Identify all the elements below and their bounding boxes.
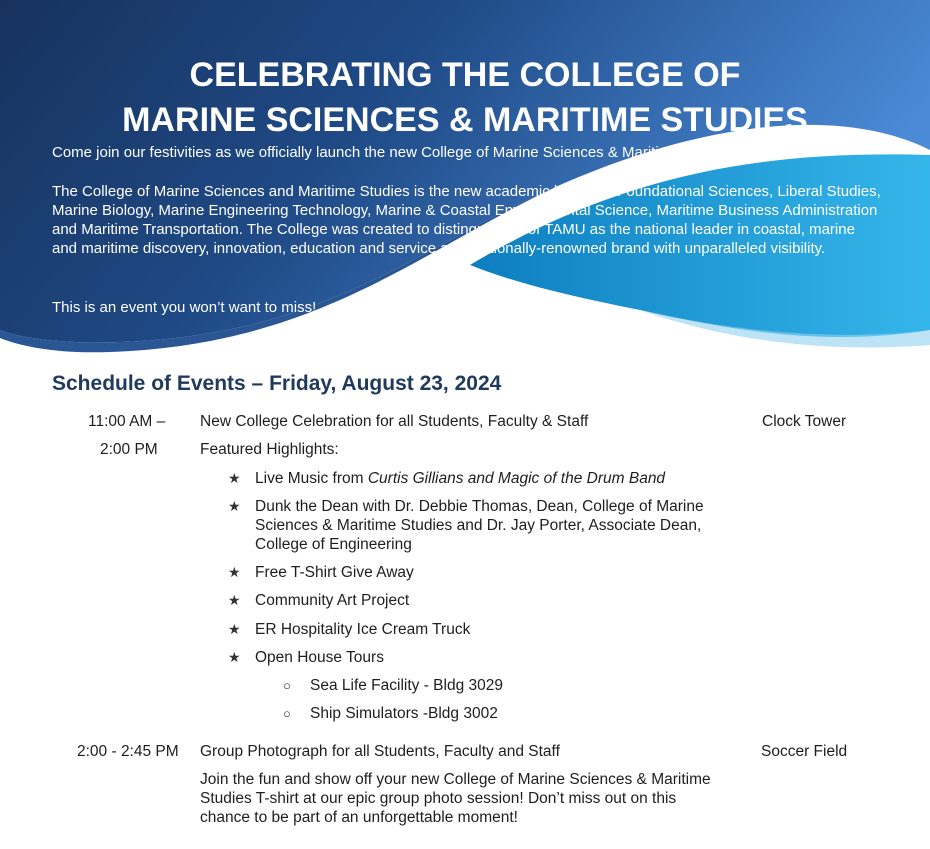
star-bullet-icon: ★ [228, 498, 241, 514]
highlight-text: Dunk the Dean with Dr. Debbie Thomas, Dean, College of Marine Sciences & Maritime Studies and Dr. Jay Porter, Associate Dean, College of Engineering [255, 498, 704, 553]
event1-title: New College Celebration for all Students, Faculty & Staff [200, 413, 589, 430]
highlight-text: Free T-Shirt Give Away [255, 564, 414, 581]
event1-time-end: 2:00 PM [100, 441, 158, 458]
star-bullet-icon: ★ [228, 470, 241, 486]
title-line-1: CELEBRATING THE COLLEGE OF [189, 56, 741, 94]
event1-time-start: 11:00 AM – [88, 413, 166, 430]
intro-closing: This is an event you won’t want to miss! [52, 299, 317, 316]
event1-highlights-label: Featured Highlights: [200, 441, 339, 458]
star-bullet-icon: ★ [228, 621, 241, 637]
intro-description: The College of Marine Sciences and Maritime Studies is the new academic home for Foundational Sciences, Liberal Studies, Marine Biology, Marine Engineering Technology, Marine & Coastal Environmental Science, Maritime Business Administration and Maritime Transportation. The College was created to distinguish all of TAMU as the national leader in coastal, marine and maritime discovery, innovation, education and service as a nationally-renowned brand with unparalleled visibility. [52, 183, 881, 257]
event2-title: Group Photograph for all Students, Faculty and Staff [200, 743, 560, 760]
star-bullet-icon: ★ [228, 649, 241, 665]
event2-location: Soccer Field [761, 743, 848, 760]
star-bullet-icon: ★ [228, 564, 241, 580]
star-bullet-icon: ★ [228, 592, 241, 608]
event1-location: Clock Tower [762, 413, 847, 430]
highlight-text: Open House Tours [255, 649, 384, 666]
schedule-heading: Schedule of Events – Friday, August 23, 2024 [52, 372, 502, 395]
event2-time: 2:00 - 2:45 PM [77, 743, 179, 760]
tour-text: Sea Life Facility - Bldg 3029 [310, 677, 503, 694]
circle-bullet-icon: ○ [283, 678, 291, 693]
circle-bullet-icon: ○ [283, 706, 291, 721]
highlight-text: Community Art Project [255, 592, 410, 609]
title-line-2: MARINE SCIENCES & MARITIME STUDIES [122, 101, 808, 139]
tour-text: Ship Simulators -Bldg 3002 [310, 705, 498, 722]
highlight-text: ER Hospitality Ice Cream Truck [255, 621, 471, 638]
highlight-text: Live Music from Curtis Gillians and Magic of the Drum Band [255, 470, 666, 487]
intro-invite: Come join our festivities as we officially launch the new College of Marine Sciences & Maritime Studies. [52, 144, 738, 161]
event2-description: Join the fun and show off your new College of Marine Sciences & Maritime Studies T-shirt at our epic group photo session! Don’t miss out on this chance to be part of an unforgettable moment! [200, 771, 711, 826]
